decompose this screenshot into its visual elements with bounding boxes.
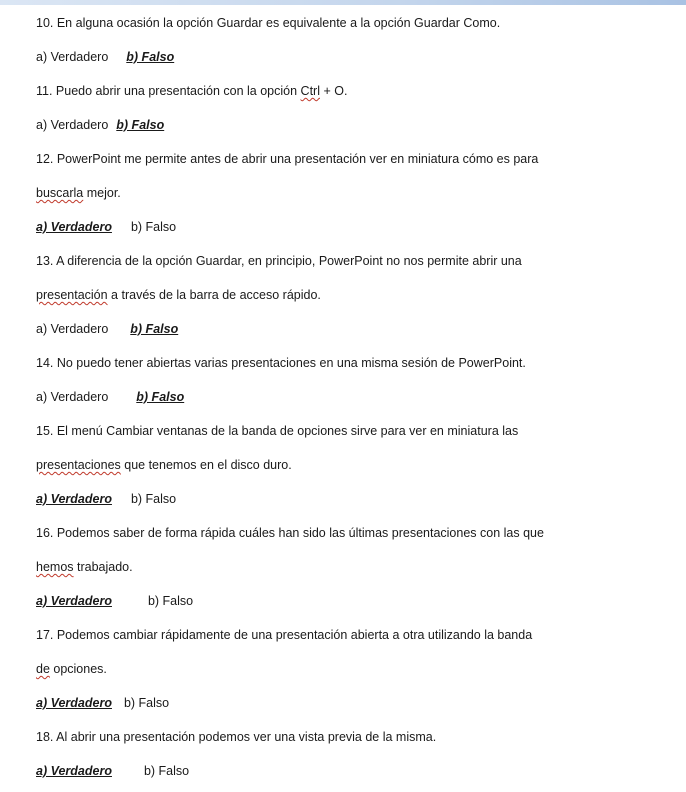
question-12: 12. PowerPoint me permite antes de abrir una presentación ver en miniatura cómo es para (36, 152, 539, 166)
option-b-correct: b) Falso (136, 390, 185, 404)
question-18: 18. Al abrir una presentación podemos ver una vista previa de la misma. (36, 730, 437, 744)
question-17-cont: de opciones. (36, 662, 107, 676)
answer-line-18 (36, 763, 189, 779)
question-10: 10. En alguna ocasión la opción Guardar es equivalente a la opción Guardar Como. (36, 16, 501, 30)
option-a: a) Verdadero (36, 118, 109, 132)
option-b: b) Falso (123, 696, 170, 710)
answer-line-17 (36, 695, 169, 711)
spellcheck-word: de (36, 662, 50, 676)
option-a: a) Verdadero (36, 50, 109, 64)
spellcheck-word: Ctrl (300, 84, 320, 98)
option-b: b) Falso (130, 220, 177, 234)
option-a: a) Verdadero (36, 322, 109, 336)
spellcheck-word: presentaciones (36, 458, 121, 472)
question-14: 14. No puedo tener abiertas varias presentaciones en una misma sesión de PowerPoint. (36, 356, 526, 370)
option-b-correct: b) Falso (116, 118, 165, 132)
answer-line-13 (36, 321, 178, 337)
answer-line-11 (36, 117, 164, 133)
option-b: b) Falso (143, 764, 190, 778)
option-a-correct: a) Verdadero (36, 220, 112, 234)
option-b: b) Falso (147, 594, 194, 608)
answer-line-14 (36, 389, 184, 405)
answer-line-16 (36, 593, 193, 609)
spellcheck-word: buscarla (36, 186, 84, 200)
question-12-cont: buscarla mejor. (36, 186, 121, 200)
question-11: 11. Puedo abrir una presentación con la opción Ctrl + O. (36, 84, 348, 98)
question-15-cont: presentaciones que tenemos en el disco duro. (36, 458, 292, 472)
option-a: a) Verdadero (36, 390, 109, 404)
question-16-cont: hemos trabajado. (36, 560, 133, 574)
question-15: 15. El menú Cambiar ventanas de la banda de opciones sirve para ver en miniatura las (36, 424, 519, 438)
spellcheck-word: presentación (36, 288, 108, 302)
answer-line-10 (36, 49, 174, 65)
option-a-correct: a) Verdadero (36, 764, 112, 778)
option-a-correct: a) Verdadero (36, 594, 112, 608)
option-b-correct: b) Falso (126, 50, 175, 64)
option-a-correct: a) Verdadero (36, 696, 112, 710)
spellcheck-word: hemos (36, 560, 74, 574)
option-b: b) Falso (130, 492, 177, 506)
answer-line-15 (36, 491, 176, 507)
question-16: 16. Podemos saber de forma rápida cuáles han sido las últimas presentaciones con las que (36, 526, 544, 540)
window-top-border (0, 0, 686, 5)
option-a-correct: a) Verdadero (36, 492, 112, 506)
question-13-cont: presentación a través de la barra de acceso rápido. (36, 288, 321, 302)
question-13: 13. A diferencia de la opción Guardar, en principio, PowerPoint no nos permite abrir una (36, 254, 522, 268)
answer-line-12 (36, 219, 176, 235)
option-b-correct: b) Falso (130, 322, 179, 336)
question-17: 17. Podemos cambiar rápidamente de una presentación abierta a otra utilizando la banda (36, 628, 533, 642)
